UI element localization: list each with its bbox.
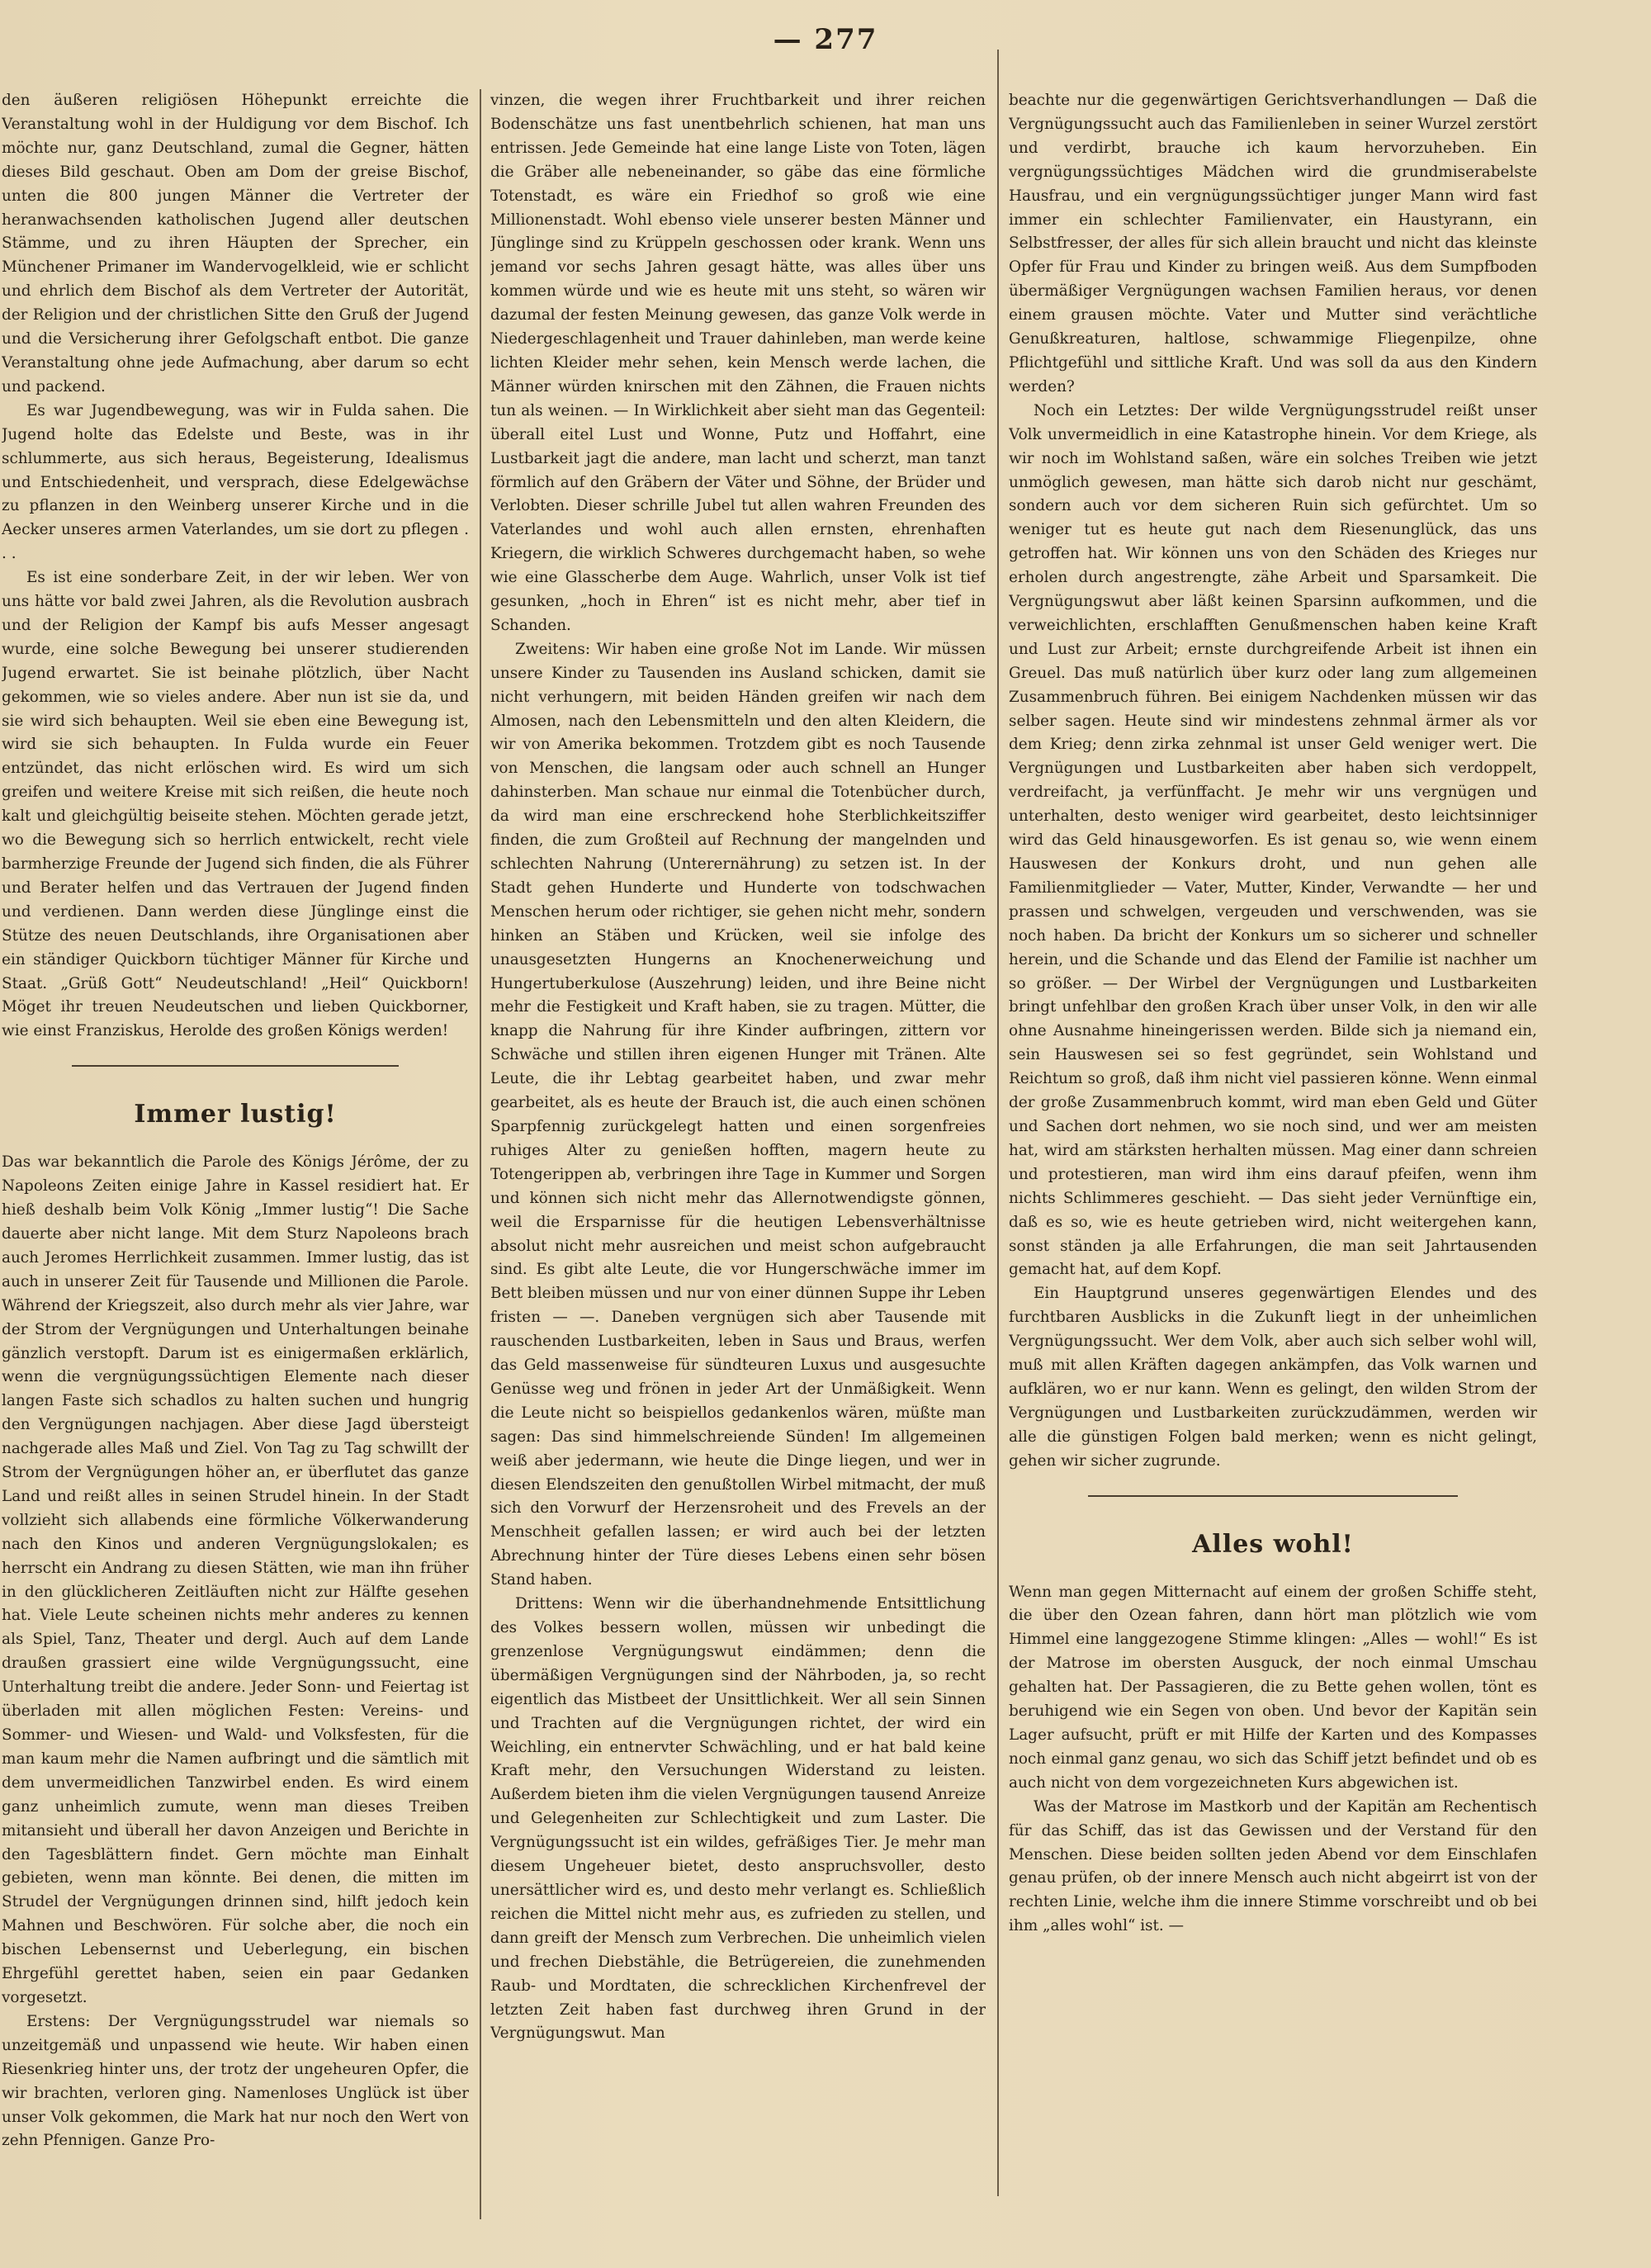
column-middle (490, 89, 986, 2244)
page-number: — 277 (773, 23, 878, 56)
article-paragraph: Erstens: Der Vergnügungsstrudel war niemals so unzeitgemäß und unpassend wie heute. Wir haben einen Riesenkrieg hinter uns, der trotz der ungeheuren Opfer, die wir brachten, verloren ging. Namenloses Unglück ist über unser Volk gekommen, die Mark hat nur noch den Wert von zehn Pfennigen. Ganze Pro- (2, 2012, 469, 2150)
article-paragraph: Drittens: Wenn wir die überhandnehmende Entsittlichung des Volkes bessern wollen, müssen wir unbedingt die grenzenlose Vergnügungswut eindämmen; denn die übermäßigen Vergnügungen sind der Nährboden, ja, so recht eigentlich das Mistbeet der Unsittlichkeit. Wer all sein Sinnen und Trachten auf die Vergnügungen richtet, der wird ein Weichling, ein entnervter Schwächling, und er hat bald keine Kraft mehr, den Versuchungen Widerstand zu leisten. Außerdem bieten ihm die vielen Vergnügungen tausend Anreize und Gelegenheiten zur Schlechtigkeit und zum Laster. Die Vergnügungssucht ist ein wildes, gefräßiges Tier. Je mehr man diesem Ungeheuer bietet, desto anspruchsvoller, desto unersättlicher wird es, und desto mehr verlangt es. Schließlich reichen die Mittel nicht mehr aus, es zufrieden zu stellen, und dann greift der Mensch zum Verbrechen. Die unheimlich vielen und frechen Diebstähle, die Betrügereien, die zunehmenden Raub- und Mordtaten, die schrecklichen Kirchenfrevel der letzten Zeit haben fast durchweg ihren Grund in der Vergnügungswut. Man (490, 1595, 986, 2043)
column-left (2, 89, 469, 2203)
column-divider (997, 50, 999, 2196)
article-paragraph: Das war bekanntlich die Parole des Königs Jérôme, der zu Napoleons Zeiten einige Jahre in Kassel residiert hat. Er hieß deshalb beim Volk König „Immer lustig“! Die Sache dauerte aber nicht lange. Mit dem Sturz Napoleons brach auch Jeromes Herrlichkeit zusammen. Immer lustig, das ist auch in unserer Zeit für Tausende und Millionen die Parole. Während der Kriegszeit, also durch mehr als vier Jahre, war der Strom der Vergnügungen und Unterhaltungen beinahe gänzlich verstopft. Darum ist es einigermaßen erklärlich, wenn die vergnügungssüchtigen Elemente nach dieser langen Faste sich schadlos zu halten suchen und hungrig den Vergnügungen nachjagen. Aber diese Jagd übersteigt nachgerade alles Maß und Ziel. Von Tag zu Tag schwillt der Strom der Vergnügungen höher an, er überflutet das ganze Land und reißt alles in seinen Strudel hinein. In der Stadt vollzieht sich allabends eine förmliche Völkerwanderung nach den Kinos und anderen Vergnügungslokalen; es herrscht ein Andrang zu diesen Stätten, wie man ihn früher in den glücklicheren Zeitläuften nicht zur Hälfte gesehen hat. Viele Leute scheinen nichts mehr anderes zu kennen als Spiel, Tanz, Theater und dergl. Auch auf dem Lande draußen grassiert eine wilde Vergnügungssucht, eine Unterhaltung treibt die andere. Jeder Sonn- und Feiertag ist überladen mit allen möglichen Festen: Vereins- und Sommer- und Wiesen- und Wald- und Volksfesten, für die man kaum mehr die Namen aufbringt und die sämtlich mit dem unvermeidlichen Tanzwirbel enden. Es wird einem ganz unheimlich zumute, wenn man dieses Treiben mitansieht und überall her davon Anzeigen und Berichte in den Tagesblättern findet. Gern möchte man Einhalt gebieten, wenn man könnte. Bei denen, die mitten im Strudel der Vergnügungen drinnen sind, hilft jedoch kein Mahnen und Beschwören. Für solche aber, die noch ein bischen Lebensernst und Ueberlegung, ein bischen Ehrgefühl gerettet haben, seien ein paar Gedanken vorgesetzt. (2, 1153, 469, 2006)
heading-divider (1088, 1495, 1458, 1497)
heading-divider (72, 1065, 399, 1067)
article-heading: Alles wohl! (1192, 1529, 1354, 1559)
column-right (1009, 89, 1537, 1988)
article-paragraph: beachte nur die gegenwärtigen Gerichtsverhandlungen — Daß die Vergnügungssucht auch das Familienleben in seiner Wurzel zerstört und verdirbt, brauche ich kaum hervorzuheben. Ein vergnügungssüchtiges Mädchen wird die grundmiserabelste Hausfrau, und ein vergnügungssüchtiger junger Mann wird fast immer ein schlechter Familienvater, ein Haustyrann, ein Selbstfresser, der alles für sich allein braucht und nicht das kleinste Opfer für Frau und Kinder zu bringen weiß. Aus dem Sumpfboden übermäßiger Vergnügungen wachsen Familien heraus, vor denen einem grausen möchte. Vater und Mutter sind verächtliche Genußkreaturen, haltlose, schwammige Fliegenpilze, ohne Pflichtgefühl und sittliche Kraft. Und was soll da aus den Kindern werden? (1009, 92, 1537, 395)
article-paragraph: vinzen, die wegen ihrer Fruchtbarkeit und ihrer reichen Bodenschätze uns fast unentbehrlich schienen, hat man uns entrissen. Jede Gemeinde hat eine lange Liste von Toten, lägen die Gräber alle nebeneinander, so gäbe das eine förmliche Totenstadt, es wäre ein Friedhof so groß wie eine Millionenstadt. Wohl ebenso viele unserer besten Männer und Jünglinge sind zu Krüppeln geschossen oder krank. Wenn uns jemand vor sechs Jahren gesagt hätte, was alles über uns kommen würde und wie es heute mit uns steht, so wären wir dazumal der festen Meinung gewesen, das ganze Volk werde in Niedergeschlagenheit und Trauer dahinleben, man werde keine lichten Kleider mehr sehen, kein Mensch werde lachen, die Männer würden knirschen mit den Zähnen, die Frauen nichts tun als weinen. — In Wirklichkeit aber sieht man das Gegenteil: überall eitel Lust und Wonne, Putz und Hoffahrt, eine Lustbarkeit jagt die andere, man lacht und scherzt, man tanzt förmlich auf den Gräbern der Väter und Söhne, der Brüder und Verlobten. Dieser schrille Jubel tut allen wahren Freunden des Vaterlandes und wohl auch allen ernsten, ehrenhaften Kriegern, die wirklich Schweres durchgemacht haben, so wehe wie eine Glasscherbe dem Auge. Wahrlich, unser Volk ist tief gesunken, „hoch in Ehren“ ist es nicht mehr, aber tief in Schanden. (490, 92, 986, 634)
article-paragraph: Wenn man gegen Mitternacht auf einem der großen Schiffe steht, die über den Ozean fahren, dann hört man plötzlich wie vom Himmel eine langgezogene Stimme klingen: „Alles — wohl!“ Es ist der Matrose im obersten Ausguck, der noch einmal Umschau gehalten hat. Der Passagieren, die zu Bette gehen wollen, tönt es beruhigend wie ein Segen von oben. Und bevor der Kapitän sein Lager aufsucht, prüft er mit Hilfe der Karten und des Kompasses noch einmal ganz genau, wo sich das Schiff jetzt befindet und ob es auch nicht von dem vorgezeichneten Kurs abgewichen ist. (1009, 1583, 1537, 1792)
article-heading: Immer lustig! (134, 1100, 337, 1129)
article-paragraph: Es ist eine sonderbare Zeit, in der wir leben. Wer von uns hätte vor bald zwei Jahren, als die Revolution ausbrach und der Religion der Kampf bis aufs Messer angesagt wurde, eine solche Bewegung bei unserer studierenden Jugend erwartet. Sie ist beinahe plötzlich, über Nacht gekommen, wie so vieles andere. Aber nun ist sie da, und sie wird sich behaupten. Weil sie eben eine Bewegung ist, wird sie sich behaupten. In Fulda wurde ein Feuer entzündet, das nicht erlöschen wird. Es wird um sich greifen und weitere Kreise mit sich reißen, die heute noch kalt und gleichgültig beiseite stehen. Möchten gerade jetzt, wo die Bewegung sich so herrlich entwickelt, recht viele barmherzige Freunde der Jugend sich finden, die als Führer und Berater helfen und das Vertrauen der Jugend finden und verdienen. Dann werden diese Jünglinge einst die Stütze des neuen Deutschlands, ihre Organisationen aber ein ständiger Quickborn tüchtiger Männer für Kirche und Staat. „Grüß Gott“ Neudeutschland! „Heil“ Quickborn! Möget ihr treuen Neudeutschen und lieben Quickborner, wie einst Franziskus, Herolde des großen Königs werden! (2, 569, 469, 1040)
article-paragraph: Was der Matrose im Mastkorb und der Kapitän am Rechentisch für das Schiff, das ist das Gewissen und der Verstand für den Menschen. Diese beiden sollten jeden Abend vor dem Einschlafen genau prüfen, ob der innere Mensch auch nicht abgeirrt ist von der rechten Linie, welche ihm die innere Stimme vorschreibt und ob bei ihm „alles wohl“ ist. — (1009, 1797, 1537, 1935)
article-paragraph: Es war Jugendbewegung, was wir in Fulda sahen. Die Jugend holte das Edelste und Beste, was in ihr schlummerte, aus sich heraus, Begeisterung, Idealismus und Entschiedenheit, und versprach, diese Edelgewächse zu pflanzen in den Weinberg unserer Kirche und in die Aecker unseres armen Vaterlandes, um sie dort zu pflegen . . . (2, 401, 469, 563)
column-divider (480, 89, 481, 2219)
article-paragraph: den äußeren religiösen Höhepunkt erreichte die Veranstaltung wohl in der Huldigung vor dem Bischof. Ich möchte nur, ganz Deutschland, zumal die Gegner, hätten dieses Bild geschaut. Oben am Dom der greise Bischof, unten die 800 jungen Männer die Vertreter der heranwachsenden katholischen Jugend aller deutschen Stämme, und zu ihren Häupten der Sprecher, ein Münchener Primaner im Wandervogelkleid, wie er schlicht und ehrlich dem Bischof als dem Vertreter der Autorität, der Religion und der christlichen Sitte den Gruß der Jugend und die Versicherung ihrer Gefolgschaft entbot. Die ganze Veranstaltung ohne jede Aufmachung, aber darum so echt und packend. (2, 92, 469, 395)
article-paragraph: Zweitens: Wir haben eine große Not im Lande. Wir müssen unsere Kinder zu Tausenden ins Ausland schicken, damit sie nicht verhungern, mit beiden Händen greifen wir nach dem Almosen, nach den Lebensmitteln und den alten Kleidern, die wir von Amerika bekommen. Trotzdem gibt es noch Tausende von Menschen, die langsam oder auch schnell an Hunger dahinsterben. Man schaue nur einmal die Totenbücher durch, da wird man eine erschreckend hohe Sterblichkeitsziffer finden, die zum Großteil auf Rechnung der mangelnden und schlechten Nahrung (Unterernährung) zu setzen ist. In der Stadt gehen Hunderte und Hunderte von todschwachen Menschen herum oder richtiger, sie gehen nicht mehr, sondern hinken an Stäben und Krücken, weil sie infolge des unausgesetzten Hungerns an Knochenerweichung und Hungertuberkulose (Auszehrung) leiden, und ihre Beine nicht mehr die Festigkeit und Kraft haben, sie zu tragen. Mütter, die knapp die Nahrung für ihre Kinder aufbringen, zittern vor Schwäche und stillen ihren eigenen Hunger mit Tränen. Alte Leute, die ihr Lebtag gearbeitet haben, und zwar mehr gearbeitet, als es heute der Brauch ist, die auch einen schönen Sparpfennig zurückgelegt hatten und einen sorgenfreies ruhiges Alter zu genießen hofften, magern heute zu Totengerippen ab, verbringen ihre Tage in Kummer und Sorgen und können sich nicht mehr das Allernotwendigste gönnen, weil die Ersparnisse für die heutigen Lebensverhältnisse absolut nicht mehr ausreichen und meist schon aufgebraucht sind. Es gibt alte Leute, die vor Hungerschwäche immer im Bett bleiben müssen und nur von einer dünnen Suppe ihr Leben fristen — —. Daneben vergnügen sich aber Tausende mit rauschenden Lustbarkeiten, leben in Saus und Braus, werfen das Geld massenweise für sündteuren Luxus und ausgesuchte Genüsse weg und frönen in jeder Art der Unmäßigkeit. Wenn die Leute nicht so beispiellos gedankenlos wären, müßte man sagen: Das sind himmelschreiende Sünden! Im allgemeinen weiß aber jedermann, wie heute die Dinge liegen, und wer in diesen Elendszeiten den genußtollen Wirbel mitmacht, der muß sich den Vorwurf der Herzensroheit und des Frevels an der Menschheit gefallen lassen; er wird auch bei der letzten Abrechnung hinter der Türe dieses Lebens einen sehr bösen Stand haben. (490, 640, 986, 1589)
article-paragraph: Noch ein Letztes: Der wilde Vergnügungsstrudel reißt unser Volk unvermeidlich in eine Katastrophe hinein. Vor dem Kriege, als wir noch im Wohlstand saßen, wäre ein solches Treiben wie jetzt unmöglich gewesen, man hätte sich darob nicht nur geschämt, sondern auch vor dem sicheren Ruin sich gefürchtet. Um so weniger tut es heute gut nach dem Riesenunglück, das uns getroffen hat. Wir können uns von den Schäden des Krieges nur erholen durch angestrengte, zähe Arbeit und Sparsamkeit. Die Vergnügungswut aber läßt keinen Sparsinn aufkommen, und die verweichlichten, erschlafften Genußmenschen haben keine Kraft und Lust zur Arbeit; ernste durchgreifende Arbeit ist ihnen ein Greuel. Das muß natürlich über kurz oder lang zum allgemeinen Zusammenbruch führen. Bei einigem Nachdenken müssen wir das selber sagen. Heute sind wir mindestens zehnmal ärmer als vor dem Krieg; denn zirka zehnmal ist unser Geld weniger wert. Die Vergnügungen und Lustbarkeiten aber haben sich verdoppelt, verdreifacht, ja verfünffacht. Je mehr wir uns vergnügen und unterhalten, desto weniger wird gearbeitet, desto leichtsinniger wird das Geld hinausgeworfen. Es ist genau so, wie wenn einem Hauswesen der Konkurs droht, und nun gehen alle Familienmitglieder — Vater, Mutter, Kinder, Verwandte — her und prassen und schwelgen, vergeuden und verschwenden, was sie noch haben. Da bricht der Konkurs um so sicherer und schneller herein, und die Schande und das Elend der Familie ist nachher um so größer. — Der Wirbel der Vergnügungen und Lustbarkeiten bringt unfehlbar den großen Krach über unser Volk, in den wir alle ohne Ausnahme hineingerissen werden. Bilde sich ja niemand ein, sein Hauswesen sei so fest gegründet, sein Wohlstand und Reichtum so groß, daß ihm nicht viel passieren könne. Wenn einmal der große Zusammenbruch kommt, wird man eben Geld und Güter und Sachen dort nehmen, wo sie noch sind, und wer am meisten hat, wird am stärksten herhalten müssen. Mag einer dann schreien und protestieren, man wird ihm eins darauf pfeifen, wenn ihm nichts Schlimmeres geschieht. — Das sieht jeder Vernünftige ein, daß es so, wie es heute getrieben wird, nicht weitergehen kann, sonst ständen ja alle Erfahrungen, die man seit Jahrtausenden gemacht hat, auf dem Kopf. (1009, 401, 1537, 1279)
article-paragraph: Ein Hauptgrund unseres gegenwärtigen Elendes und des furchtbaren Ausblicks in die Zukunft liegt in der unheimlichen Vergnügungssucht. Wer dem Volk, aber auch sich selber wohl will, muß mit allen Kräften dagegen ankämpfen, das Volk warnen und aufklären, wo er nur kann. Wenn es gelingt, den wilden Strom der Vergnügungen und Lustbarkeiten zurückzudämmen, werden wir alle die günstigen Folgen bald merken; wenn es nicht gelingt, gehen wir sicher zugrunde. (1009, 1285, 1537, 1470)
